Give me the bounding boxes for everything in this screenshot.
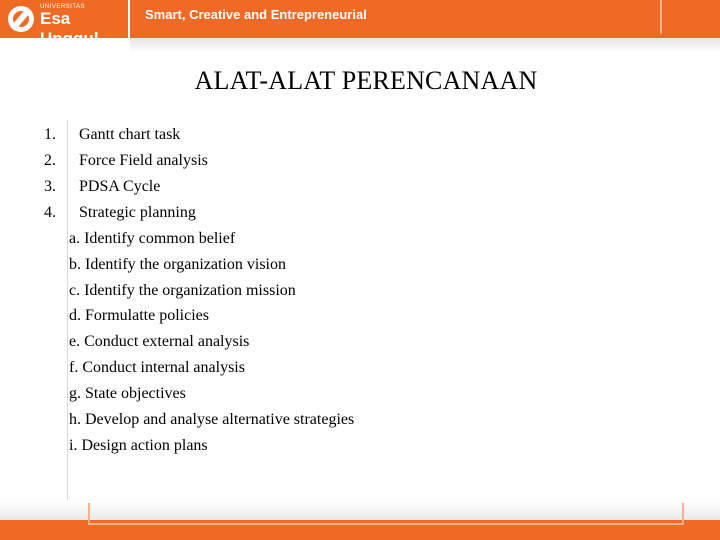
sub-list-item: f. Conduct internal analysis bbox=[69, 359, 245, 376]
logo-box bbox=[0, 0, 130, 48]
list-number: 4. bbox=[44, 204, 56, 221]
sub-list-item: a. Identify common belief bbox=[69, 230, 236, 247]
sub-list-item: d. Formulatte policies bbox=[69, 307, 209, 324]
slide-title: ALAT-ALAT PERENCANAAN bbox=[194, 66, 538, 95]
sub-list-item: g. State objectives bbox=[69, 385, 186, 402]
sub-list-item: i. Design action plans bbox=[69, 437, 208, 454]
sub-list-item: e. Conduct external analysis bbox=[69, 333, 250, 350]
tagline: Smart, Creative and Entrepreneurial bbox=[145, 7, 367, 22]
header-right-accent bbox=[660, 0, 720, 34]
sub-list-item: b. Identify the organization vision bbox=[69, 256, 286, 273]
header-banner bbox=[0, 0, 720, 48]
list-number: 2. bbox=[44, 152, 56, 169]
footer-inset-frame bbox=[88, 503, 684, 525]
header-shadow bbox=[130, 38, 720, 52]
logo-text: Esa Unggul bbox=[40, 9, 99, 48]
left-divider-line bbox=[67, 120, 68, 500]
list-number: 1. bbox=[44, 126, 56, 143]
logo-small-text: UNIVERSITAS bbox=[40, 4, 86, 10]
list-text: PDSA Cycle bbox=[79, 178, 161, 195]
list-number: 3. bbox=[44, 178, 56, 195]
list-text: Gantt chart task bbox=[79, 126, 181, 143]
list-text: Force Field analysis bbox=[79, 152, 208, 169]
sub-list-item: c. Identify the organization mission bbox=[69, 282, 296, 299]
list-text: Strategic planning bbox=[79, 204, 196, 221]
logo-icon bbox=[8, 6, 34, 32]
sub-list-item: h. Develop and analyse alternative strategies bbox=[69, 411, 355, 428]
